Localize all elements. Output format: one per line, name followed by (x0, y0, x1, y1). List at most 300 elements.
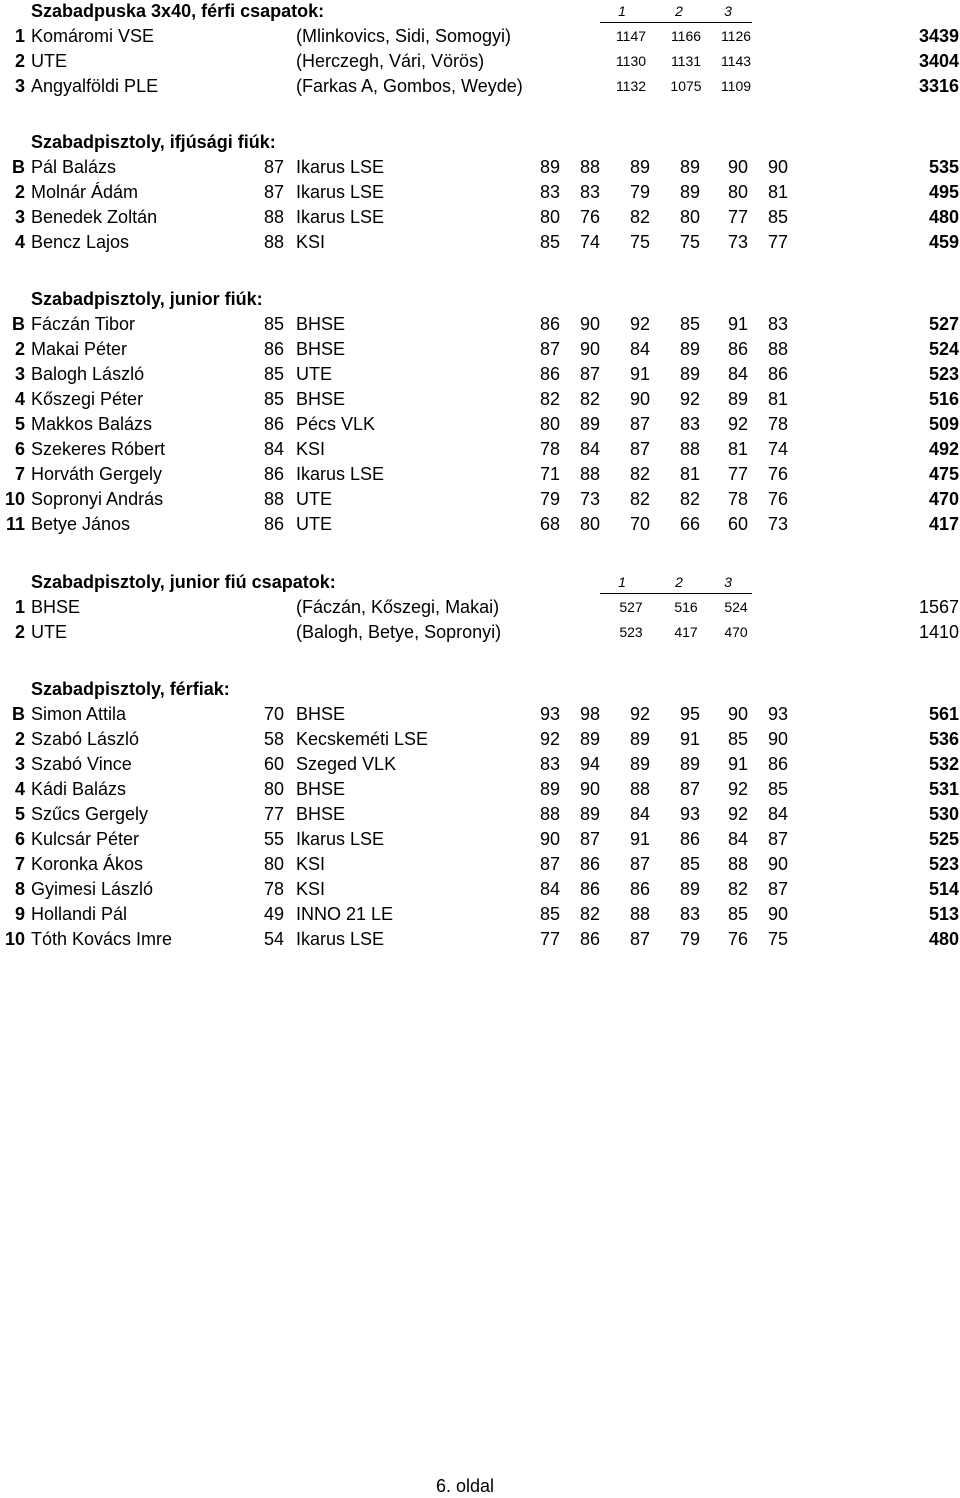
table-row (0, 312, 960, 337)
rank: 2 (14, 51, 25, 71)
series-2: 83 (579, 182, 600, 202)
birth-year: 86 (264, 414, 285, 434)
table-row (0, 702, 960, 727)
birth-year: 55 (264, 829, 285, 849)
shooter-name: Makai Péter (31, 339, 128, 359)
series-6: 84 (767, 804, 788, 824)
series-4: 89 (679, 157, 700, 177)
total: 536 (928, 729, 959, 749)
series-1: 86 (539, 314, 560, 334)
series-6: 90 (767, 157, 788, 177)
total: 3316 (918, 76, 959, 96)
shooter-name: Hollandi Pál (31, 904, 128, 924)
series-3: 75 (629, 232, 650, 252)
table-row (0, 337, 960, 362)
team-members: (Balogh, Betye, Sopronyi) (296, 622, 502, 642)
table-row (0, 727, 960, 752)
series-4: 93 (679, 804, 700, 824)
series-6: 86 (767, 754, 788, 774)
score-1: 523 (619, 624, 643, 640)
rank: 6 (14, 829, 25, 849)
section-title-row (0, 130, 960, 155)
table-row (0, 902, 960, 927)
section-free-pistol-junior-boys (0, 287, 960, 537)
shooter-name: Pál Balázs (31, 157, 117, 177)
series-1: 68 (539, 514, 560, 534)
total: 1567 (918, 597, 959, 617)
score-3: 470 (724, 624, 748, 640)
birth-year: 60 (264, 754, 285, 774)
score-2: 417 (674, 624, 698, 640)
shooter-name: Fáczán Tibor (31, 314, 136, 334)
club: Pécs VLK (296, 414, 376, 434)
shooter-name: Makkos Balázs (31, 414, 153, 434)
table-row (0, 827, 960, 852)
club: Szeged VLK (296, 754, 397, 774)
series-5: 88 (727, 854, 748, 874)
series-header-3: 3 (724, 574, 732, 590)
series-4: 89 (679, 364, 700, 384)
club: BHSE (296, 804, 346, 824)
team-name: Angyalföldi PLE (31, 76, 159, 96)
birth-year: 78 (264, 879, 285, 899)
series-6: 90 (767, 904, 788, 924)
rank: 1 (14, 597, 25, 617)
total: 561 (928, 704, 959, 724)
series-4: 79 (679, 929, 700, 949)
section-title-row (0, 677, 960, 702)
team-name: UTE (31, 622, 67, 642)
series-5: 92 (727, 804, 748, 824)
series-6: 83 (767, 314, 788, 334)
total: 480 (928, 207, 959, 227)
series-2: 88 (579, 157, 600, 177)
team-members: (Fáczán, Kőszegi, Makai) (296, 597, 500, 617)
table-row (0, 462, 960, 487)
birth-year: 87 (264, 157, 285, 177)
series-5: 81 (727, 439, 748, 459)
series-1: 88 (539, 804, 560, 824)
club: Ikarus LSE (296, 157, 385, 177)
series-4: 91 (679, 729, 700, 749)
score-2: 1075 (670, 78, 702, 94)
total: 527 (928, 314, 959, 334)
series-6: 81 (767, 389, 788, 409)
series-6: 87 (767, 879, 788, 899)
series-4: 85 (679, 314, 700, 334)
series-1: 71 (539, 464, 560, 484)
series-5: 77 (727, 207, 748, 227)
birth-year: 85 (264, 314, 285, 334)
rank: 2 (14, 622, 25, 642)
series-1: 85 (539, 232, 560, 252)
team-name: Komáromi VSE (31, 26, 155, 46)
total: 480 (928, 929, 959, 949)
table-row (0, 487, 960, 512)
series-4: 66 (679, 514, 700, 534)
section-rows (0, 702, 960, 952)
birth-year: 87 (264, 182, 285, 202)
club: INNO 21 LE (296, 904, 394, 924)
rank: 10 (4, 929, 25, 949)
score-1: 1130 (615, 53, 647, 69)
club: Kecskeméti LSE (296, 729, 429, 749)
table-row (0, 777, 960, 802)
series-5: 76 (727, 929, 748, 949)
club: UTE (296, 489, 332, 509)
score-1: 527 (619, 599, 643, 615)
total: 523 (928, 364, 959, 384)
table-row (0, 437, 960, 462)
rank: 4 (14, 232, 25, 252)
series-4: 92 (679, 389, 700, 409)
series-3: 82 (629, 489, 650, 509)
table-row (0, 180, 960, 205)
series-5: 85 (727, 904, 748, 924)
series-6: 87 (767, 829, 788, 849)
series-3: 82 (629, 464, 650, 484)
series-1: 80 (539, 207, 560, 227)
table-row (0, 24, 960, 49)
rank: 4 (14, 389, 25, 409)
table-row (0, 927, 960, 952)
series-5: 85 (727, 729, 748, 749)
series-1: 90 (539, 829, 560, 849)
shooter-name: Gyimesi László (31, 879, 154, 899)
series-2: 87 (579, 364, 600, 384)
series-1: 79 (539, 489, 560, 509)
shooter-name: Benedek Zoltán (31, 207, 158, 227)
page-footer (0, 1476, 960, 1497)
series-4: 81 (679, 464, 700, 484)
series-5: 92 (727, 414, 748, 434)
series-1: 93 (539, 704, 560, 724)
section-title: Szabadpisztoly, junior fiú csapatok: (31, 572, 336, 592)
section-free-pistol-youth-boys (0, 130, 960, 255)
series-3: 70 (629, 514, 650, 534)
series-2: 90 (579, 779, 600, 799)
series-5: 89 (727, 389, 748, 409)
birth-year: 84 (264, 439, 285, 459)
club: BHSE (296, 704, 346, 724)
series-2: 86 (579, 929, 600, 949)
rank: 7 (14, 854, 25, 874)
total: 525 (928, 829, 959, 849)
series-4: 86 (679, 829, 700, 849)
section-title-row (0, 0, 960, 24)
series-2: 82 (579, 904, 600, 924)
table-row (0, 230, 960, 255)
series-6: 77 (767, 232, 788, 252)
table-row (0, 49, 960, 74)
rank: 10 (4, 489, 25, 509)
series-3: 89 (629, 754, 650, 774)
series-1: 84 (539, 879, 560, 899)
series-3: 84 (629, 804, 650, 824)
total: 509 (928, 414, 959, 434)
rank: 9 (14, 904, 25, 924)
total: 459 (928, 232, 959, 252)
birth-year: 80 (264, 854, 285, 874)
rank: 2 (14, 339, 25, 359)
series-4: 89 (679, 754, 700, 774)
series-header-2: 2 (675, 3, 683, 19)
series-2: 89 (579, 414, 600, 434)
score-1: 1147 (615, 28, 647, 44)
series-5: 91 (727, 754, 748, 774)
series-4: 83 (679, 904, 700, 924)
birth-year: 58 (264, 729, 285, 749)
shooter-name: Simon Attila (31, 704, 127, 724)
club: Ikarus LSE (296, 929, 385, 949)
series-4: 89 (679, 339, 700, 359)
series-1: 78 (539, 439, 560, 459)
shooter-name: Horváth Gergely (31, 464, 163, 484)
rank: B (12, 157, 25, 177)
total: 3404 (918, 51, 959, 71)
score-3: 1126 (720, 28, 752, 44)
club: UTE (296, 514, 332, 534)
rank: 7 (14, 464, 25, 484)
series-6: 85 (767, 207, 788, 227)
shooter-name: Szűcs Gergely (31, 804, 149, 824)
series-4: 75 (679, 232, 700, 252)
club: KSI (296, 879, 326, 899)
table-row (0, 205, 960, 230)
rank: B (12, 314, 25, 334)
club: Ikarus LSE (296, 207, 385, 227)
rank: 3 (14, 364, 25, 384)
score-2: 1166 (670, 28, 702, 44)
series-6: 85 (767, 779, 788, 799)
series-4: 83 (679, 414, 700, 434)
series-1: 89 (539, 779, 560, 799)
section-rows (0, 312, 960, 537)
series-header-2: 2 (675, 574, 683, 590)
series-6: 86 (767, 364, 788, 384)
series-4: 82 (679, 489, 700, 509)
table-row (0, 802, 960, 827)
series-2: 84 (579, 439, 600, 459)
series-2: 82 (579, 389, 600, 409)
series-4: 87 (679, 779, 700, 799)
club: Ikarus LSE (296, 182, 385, 202)
series-3: 82 (629, 207, 650, 227)
series-6: 78 (767, 414, 788, 434)
series-1: 87 (539, 339, 560, 359)
series-2: 73 (579, 489, 600, 509)
shooter-name: Balogh László (31, 364, 145, 384)
series-2: 89 (579, 804, 600, 824)
series-2: 74 (579, 232, 600, 252)
birth-year: 70 (264, 704, 285, 724)
birth-year: 80 (264, 779, 285, 799)
series-header-1: 1 (618, 3, 626, 19)
total: 516 (928, 389, 959, 409)
club: BHSE (296, 339, 346, 359)
series-6: 90 (767, 729, 788, 749)
birth-year: 86 (264, 464, 285, 484)
shooter-name: Betye János (31, 514, 131, 534)
table-row (0, 877, 960, 902)
club: Ikarus LSE (296, 829, 385, 849)
series-6: 73 (767, 514, 788, 534)
series-1: 83 (539, 182, 560, 202)
total: 417 (928, 514, 959, 534)
section-title: Szabadpisztoly, férfiak: (31, 679, 230, 699)
shooter-name: Kőszegi Péter (31, 389, 144, 409)
series-2: 80 (579, 514, 600, 534)
series-6: 76 (767, 464, 788, 484)
series-header-1: 1 (618, 574, 626, 590)
series-3: 86 (629, 879, 650, 899)
score-3: 1143 (720, 53, 752, 69)
series-3: 87 (629, 414, 650, 434)
series-4: 95 (679, 704, 700, 724)
rank: 4 (14, 779, 25, 799)
birth-year: 86 (264, 514, 285, 534)
birth-year: 88 (264, 207, 285, 227)
series-5: 90 (727, 157, 748, 177)
total: 531 (928, 779, 959, 799)
series-3: 89 (629, 729, 650, 749)
club: BHSE (296, 779, 346, 799)
total: 514 (928, 879, 959, 899)
birth-year: 86 (264, 339, 285, 359)
shooter-name: Bencz Lajos (31, 232, 130, 252)
shooter-name: Sopronyi András (31, 489, 164, 509)
birth-year: 85 (264, 364, 285, 384)
section-rows (0, 155, 960, 255)
series-header-3: 3 (724, 3, 732, 19)
table-row (0, 412, 960, 437)
score-1: 1132 (615, 78, 647, 94)
series-3: 87 (629, 439, 650, 459)
series-3: 87 (629, 929, 650, 949)
series-4: 89 (679, 879, 700, 899)
team-name: UTE (31, 51, 67, 71)
total: 3439 (918, 26, 959, 46)
club: KSI (296, 854, 326, 874)
shooter-name: Molnár Ádám (31, 182, 139, 202)
series-5: 80 (727, 182, 748, 202)
series-5: 84 (727, 364, 748, 384)
rank: 2 (14, 729, 25, 749)
table-row (0, 852, 960, 877)
shooter-name: Szabó Vince (31, 754, 132, 774)
shooter-name: Tóth Kovács Imre (31, 929, 173, 949)
series-6: 75 (767, 929, 788, 949)
series-4: 85 (679, 854, 700, 874)
total: 1410 (918, 622, 959, 642)
total: 532 (928, 754, 959, 774)
series-3: 79 (629, 182, 650, 202)
series-5: 86 (727, 339, 748, 359)
page-number: 6. oldal (435, 1476, 495, 1496)
rank: 2 (14, 182, 25, 202)
birth-year: 54 (264, 929, 285, 949)
birth-year: 88 (264, 232, 285, 252)
team-members: (Farkas A, Gombos, Weyde) (296, 76, 523, 96)
rank: 3 (14, 754, 25, 774)
total: 535 (928, 157, 959, 177)
series-5: 82 (727, 879, 748, 899)
series-2: 86 (579, 854, 600, 874)
total: 492 (928, 439, 959, 459)
shooter-name: Szekeres Róbert (31, 439, 166, 459)
total: 495 (928, 182, 959, 202)
table-row (0, 74, 960, 99)
birth-year: 85 (264, 389, 285, 409)
series-2: 94 (579, 754, 600, 774)
rank: 1 (14, 26, 25, 46)
header-underline (600, 593, 752, 594)
series-5: 77 (727, 464, 748, 484)
section-title: Szabadpuska 3x40, férfi csapatok: (31, 1, 325, 21)
section-title: Szabadpisztoly, ifjúsági fiúk: (31, 132, 276, 152)
series-1: 85 (539, 904, 560, 924)
series-1: 86 (539, 364, 560, 384)
series-5: 73 (727, 232, 748, 252)
series-4: 88 (679, 439, 700, 459)
header-underline (600, 22, 752, 23)
total: 475 (928, 464, 959, 484)
series-1: 87 (539, 854, 560, 874)
series-6: 81 (767, 182, 788, 202)
series-3: 91 (629, 364, 650, 384)
series-3: 92 (629, 704, 650, 724)
table-row (0, 387, 960, 412)
series-4: 80 (679, 207, 700, 227)
shooter-name: Kádi Balázs (31, 779, 127, 799)
club: Ikarus LSE (296, 464, 385, 484)
series-1: 83 (539, 754, 560, 774)
series-3: 90 (629, 389, 650, 409)
series-6: 74 (767, 439, 788, 459)
total: 523 (928, 854, 959, 874)
club: KSI (296, 232, 326, 252)
series-1: 82 (539, 389, 560, 409)
section-title-row (0, 570, 960, 595)
series-1: 92 (539, 729, 560, 749)
birth-year: 77 (264, 804, 285, 824)
table-row (0, 595, 960, 620)
shooter-name: Szabó László (31, 729, 140, 749)
series-2: 86 (579, 879, 600, 899)
series-2: 89 (579, 729, 600, 749)
series-2: 98 (579, 704, 600, 724)
rank: 8 (14, 879, 25, 899)
series-2: 76 (579, 207, 600, 227)
team-members: (Herczegh, Vári, Vörös) (296, 51, 485, 71)
shooter-name: Koronka Ákos (31, 854, 144, 874)
rank: 6 (14, 439, 25, 459)
club: UTE (296, 364, 332, 384)
series-3: 92 (629, 314, 650, 334)
series-6: 88 (767, 339, 788, 359)
series-1: 80 (539, 414, 560, 434)
series-2: 87 (579, 829, 600, 849)
series-3: 88 (629, 904, 650, 924)
series-1: 77 (539, 929, 560, 949)
series-5: 92 (727, 779, 748, 799)
table-row (0, 155, 960, 180)
rank: 11 (5, 514, 25, 534)
series-5: 84 (727, 829, 748, 849)
table-row (0, 362, 960, 387)
section-free-pistol-men (0, 677, 960, 952)
series-3: 89 (629, 157, 650, 177)
